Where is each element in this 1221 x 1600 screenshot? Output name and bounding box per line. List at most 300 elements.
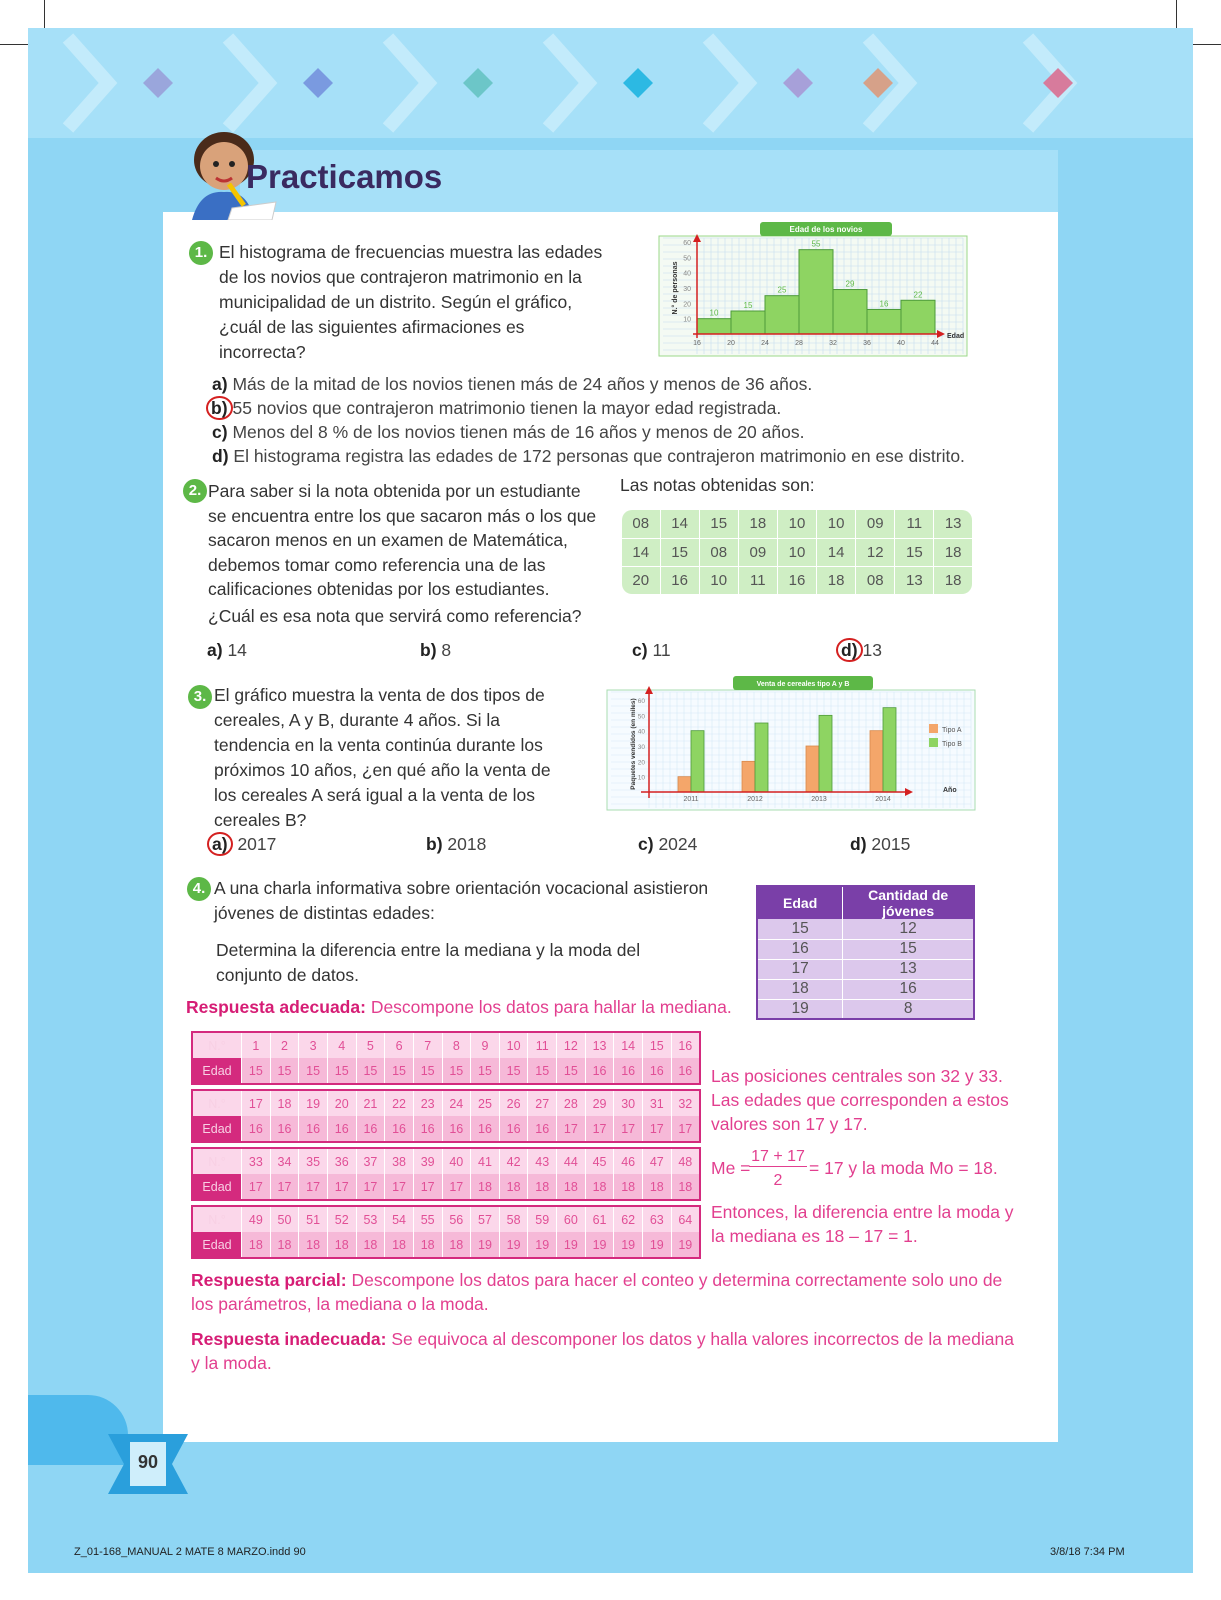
table-cell: 18 [442,1232,471,1258]
table-cell: 26 [499,1090,528,1116]
table-cell: 16 [585,1058,614,1084]
table-cell: 7 [413,1032,442,1058]
bar-tipo-a [678,777,691,792]
table-cell: 16 [385,1116,414,1142]
row-header: Edad [192,1116,242,1142]
option-text: 14 [227,640,247,660]
bar-tipo-b [691,731,704,792]
x-tick-label: 20 [727,340,735,347]
table-cell: 1 [242,1032,271,1058]
histogram-bar [867,309,901,334]
fraction-numerator: 17 + 17 [749,1148,807,1167]
bar-value-label: 25 [777,285,787,295]
table-cell: 19 [528,1232,557,1258]
x-tick-label: 2014 [875,796,891,803]
row-header: Edad [192,1058,242,1084]
table-cell: 17 [385,1174,414,1200]
table-cell: 16 [614,1058,643,1084]
option-text: 2024 [658,834,698,854]
table-cell: 18 [327,1232,356,1258]
grade-cell: 08 [622,510,660,538]
grade-cell: 14 [622,538,660,566]
table-cell: 19 [299,1090,328,1116]
table-cell: 24 [442,1090,471,1116]
table-cell: 15 [242,1058,271,1084]
grades-row [622,566,972,594]
table-cell: 15 [356,1058,385,1084]
table-cell: 17 [585,1116,614,1142]
table-cell: 6 [385,1032,414,1058]
median-result: = 17 y la moda Mo = 18. [809,1158,998,1178]
table-cell: 12 [843,919,974,939]
answer-text: Descompone los datos para hacer el conteo y determina correctamente solo uno de los parámetros, la mediana o la moda. [191,1270,1003,1314]
x-axis-label: Edad [947,333,965,340]
grade-cell: 11 [895,510,934,538]
option-letter: c) [638,834,654,854]
table-cell: 15 [528,1058,557,1084]
table-cell: 8 [843,999,974,1019]
y-tick-label: 40 [683,270,691,278]
bar-value-label: 10 [709,308,719,318]
table-cell: 52 [327,1206,356,1232]
row-header: N.° [192,1032,242,1058]
table-cell: 57 [471,1206,500,1232]
grade-cell: 10 [699,566,738,594]
grades-row [622,538,972,566]
answer-text: Se equivoca al descomponer los datos y halla valores incorrectos de la mediana y la moda. [191,1329,1014,1373]
legend-label: Tipo A [942,727,962,734]
conclusion-note: Entonces, la diferencia entre la moda y la mediana es 18 – 17 = 1. [711,1202,1014,1246]
table-cell: 2 [270,1032,299,1058]
table-cell: 56 [442,1206,471,1232]
question-text: A una charla informativa sobre orientación vocacional asistieron jóvenes de distintas edades: [214,878,709,923]
grade-cell: 11 [738,566,777,594]
y-tick-label: 60 [683,240,691,247]
y-tick-label: 30 [637,744,645,751]
table-cell: 16 [757,939,843,959]
table-cell: 19 [499,1232,528,1258]
histogram-bar [731,311,765,334]
table-cell: 19 [557,1232,586,1258]
option-a[interactable] [207,640,247,661]
bar-tipo-b [883,708,896,792]
question-prompt: ¿Cuál es esa nota que servirá como referencia? [208,606,582,626]
histogram-bar [901,300,935,334]
grade-cell: 18 [738,510,777,538]
table-cell: 55 [413,1206,442,1232]
table-cell: 38 [385,1148,414,1174]
page-number: 90 [137,1452,159,1472]
option-letter: a) [207,640,223,660]
y-tick-label: 30 [683,286,691,293]
option-letter: b) [420,640,437,660]
histogram-bar [697,319,731,334]
question-prompt: Determina la diferencia entre la mediana y la moda del conjunto de datos. [216,940,641,985]
table-cell: 51 [299,1206,328,1232]
table-cell: 17 [442,1174,471,1200]
bar-tipo-b [819,715,832,792]
grade-cell: 20 [622,566,660,594]
answer-text: Descompone los datos para hallar la mediana. [370,997,732,1017]
footer-timestamp: 3/8/18 7:34 PM [1050,1546,1125,1558]
table-cell: 15 [471,1058,500,1084]
crop-mark [1176,0,1177,30]
table-cell: 34 [270,1148,299,1174]
y-tick-label: 50 [683,255,691,263]
table-cell: 4 [327,1032,356,1058]
table-cell: 16 [528,1116,557,1142]
grade-cell: 08 [856,566,895,594]
table-cell: 16 [843,979,974,999]
table-cell: 18 [557,1174,586,1200]
row-header: Edad [192,1174,242,1200]
column-header: Cantidad de jóvenes [843,886,974,919]
grade-cell: 10 [777,510,816,538]
option-letter-circled: b) [206,396,233,420]
table-header-row [757,886,974,919]
table-cell: 54 [385,1206,414,1232]
legend-label: Tipo B [942,741,962,748]
option-text: 2015 [871,834,911,854]
table-cell: 44 [557,1148,586,1174]
page-number-badge [108,1434,188,1494]
table-cell: 16 [671,1032,700,1058]
table-cell: 17 [557,1116,586,1142]
table-cell: 19 [757,999,843,1019]
option-c[interactable] [632,640,671,661]
table-cell: 15 [413,1058,442,1084]
table-cell: 18 [356,1232,385,1258]
table-cell: 58 [499,1206,528,1232]
grade-cell: 18 [934,538,972,566]
bar-tipo-a [742,761,755,792]
table-cell: 46 [614,1148,643,1174]
table-cell: 17 [642,1116,671,1142]
grade-cell: 09 [856,510,895,538]
table-cell: 16 [413,1116,442,1142]
grade-cell: 09 [738,538,777,566]
option-text: 55 novios que contrajeron matrimonio tienen la mayor edad registrada. [232,398,782,418]
grade-cell: 08 [699,538,738,566]
y-tick-label: 20 [683,301,691,309]
cereal-sales-chart [605,674,977,812]
option-text: 13 [862,640,882,660]
answer-label: Respuesta inadecuada: [191,1329,387,1349]
x-tick-label: 2012 [747,796,763,803]
bar-value-label: 29 [845,279,855,289]
chart-title: Venta de cereales tipo A y B [756,681,850,688]
x-axis-label: Año [943,787,957,794]
option-b[interactable] [426,834,486,855]
option-text: 2017 [237,834,277,854]
option-d[interactable] [850,834,910,855]
table-cell: 16 [327,1116,356,1142]
option-text: El histograma registra las edades de 172 personas que contrajeron matrimonio en ese distrito. [233,446,965,466]
table-cell: 16 [671,1058,700,1084]
table-cell: 37 [356,1148,385,1174]
partial-answer [191,1268,1021,1316]
x-tick-label: 28 [795,340,803,347]
question-number: 3. [188,685,212,709]
table-cell: 33 [242,1148,271,1174]
table-cell: 15 [327,1058,356,1084]
table-cell: 18 [270,1232,299,1258]
table-cell: 42 [499,1148,528,1174]
answer-label: Respuesta parcial: [191,1270,347,1290]
option-letter-circled: d) [836,638,863,662]
table-cell: 19 [642,1232,671,1258]
footer-filename: Z_01-168_MANUAL 2 MATE 8 MARZO.indd 90 [74,1546,306,1558]
row-header: Edad [192,1232,242,1258]
page-title: Practicamos [246,158,443,195]
table-cell: 27 [528,1090,557,1116]
grade-cell: 10 [817,510,856,538]
option-a[interactable] [207,832,276,856]
table-cell: 29 [585,1090,614,1116]
position-table [191,1147,701,1201]
table-cell: 22 [385,1090,414,1116]
age-count-table [756,885,975,1020]
table-cell: 17 [242,1174,271,1200]
table-cell: 31 [642,1090,671,1116]
central-positions-note: Las posiciones centrales son 32 y 33. Las edades que corresponden a estos valores son 17 y 17. [711,1066,1009,1134]
crop-mark [44,0,45,30]
table-cell: 18 [385,1232,414,1258]
grade-cell: 10 [777,538,816,566]
grade-cell: 15 [660,538,699,566]
adequate-answer [186,997,732,1018]
table-cell: 17 [413,1174,442,1200]
inadequate-answer [191,1327,1021,1375]
grades-table [622,510,972,594]
option-letter: c) [632,640,648,660]
column-header: Edad [757,886,843,919]
x-tick-label: 24 [761,340,769,347]
bar-value-label: 15 [743,301,753,310]
option-letter: c) [212,422,228,442]
table-cell: 16 [299,1116,328,1142]
table-cell: 19 [614,1232,643,1258]
option-c[interactable] [638,834,697,855]
y-tick-label: 40 [637,728,645,736]
table-cell: 18 [642,1174,671,1200]
fraction-denominator: 2 [773,1172,783,1189]
table-cell: 19 [671,1232,700,1258]
position-table [191,1089,701,1143]
table-cell: 14 [614,1032,643,1058]
grade-cell: 18 [817,566,856,594]
bar-tipo-a [806,746,819,792]
y-tick-label: 10 [637,774,645,782]
table-cell: 8 [442,1032,471,1058]
option-text: 11 [652,640,671,660]
x-tick-label: 32 [829,340,837,347]
table-cell: 18 [614,1174,643,1200]
chart-title: Edad de los novios [789,225,863,234]
grades-row [622,510,972,538]
table-cell: 21 [356,1090,385,1116]
answer-label: Respuesta adecuada: [186,997,366,1017]
table-cell: 16 [242,1116,271,1142]
position-row [192,1148,700,1174]
table-cell: 15 [270,1058,299,1084]
grade-cell: 16 [777,566,816,594]
table-cell: 3 [299,1032,328,1058]
question-text: El gráfico muestra la venta de dos tipos de cereales, A y B, durante 4 años. Si la tendencia en la venta continúa durante los próximos 10 años, ¿en qué año la venta de los cereales A será igual a la venta de los cereales B? [214,685,551,830]
table-cell: 16 [270,1116,299,1142]
table-cell: 49 [242,1206,271,1232]
row-header: N.° [192,1206,242,1232]
histogram-bar [833,290,867,334]
bar-tipo-a [870,731,883,792]
row-header: N.° [192,1148,242,1174]
option-text: 8 [441,640,452,660]
table-cell: 63 [642,1206,671,1232]
grade-cell: 12 [856,538,895,566]
table-cell: 10 [499,1032,528,1058]
x-tick-label: 16 [693,340,701,347]
question-text: Para saber si la nota obtenida por un estudiante se encuentra entre los que sacaron más o los que sacaron menos en un examen de Matemática, debemos tomar como referencia una de las calificaciones obtenidas por los estudiantes. [208,481,597,599]
y-axis-label: Paquetes vendidos (en miles) [630,698,637,790]
position-table [191,1031,701,1085]
table-cell: 36 [327,1148,356,1174]
options-list [212,372,965,468]
grade-cell: 14 [817,538,856,566]
table-cell: 30 [614,1090,643,1116]
table-cell: 17 [671,1116,700,1142]
age-row [192,1116,700,1142]
bar-value-label: 22 [913,290,923,300]
table-cell: 15 [442,1058,471,1084]
table-cell: 12 [557,1032,586,1058]
table-cell: 23 [413,1090,442,1116]
table-cell: 40 [442,1148,471,1174]
option-b[interactable] [420,640,451,661]
grade-cell: 16 [660,566,699,594]
y-axis-label: N.° de personas [672,261,679,315]
option-text: Menos del 8 % de los novios tienen más de 16 años y menos de 20 años. [232,422,805,442]
option-letter: d) [850,834,867,854]
grade-cell: 15 [895,538,934,566]
table-cell: 17 [757,959,843,979]
table-cell: 18 [585,1174,614,1200]
y-tick-label: 20 [637,759,645,767]
x-tick-label: 40 [897,340,905,347]
table-cell: 15 [843,939,974,959]
option-c[interactable] [212,420,965,444]
table-cell: 17 [270,1174,299,1200]
table-cell: 15 [642,1032,671,1058]
table-cell: 64 [671,1206,700,1232]
option-letter: b) [426,834,443,854]
row-header: N.° [192,1090,242,1116]
table-cell: 17 [299,1174,328,1200]
table-cell: 5 [356,1032,385,1058]
table-cell: 48 [671,1148,700,1174]
table-cell: 16 [356,1116,385,1142]
grade-cell: 18 [944,571,962,589]
table-cell: 32 [671,1090,700,1116]
option-d[interactable] [212,444,965,468]
table-cell: 18 [499,1174,528,1200]
table-row [757,979,974,999]
question-text: El histograma de frecuencias muestra las edades de los novios que contrajeron matrimonio en la municipalidad de un distrito. Según el gráfico, ¿cuál de las siguientes afirmaciones es incorrecta? [219,242,603,362]
y-tick-label: 60 [637,698,645,705]
table-cell: 18 [242,1232,271,1258]
table-row [757,939,974,959]
table-cell: 9 [471,1032,500,1058]
option-letter: a) [212,374,228,394]
age-row [192,1174,700,1200]
histogram-bar [799,250,833,334]
bar-tipo-b [755,723,768,792]
table-cell: 13 [843,959,974,979]
table-cell: 11 [528,1032,557,1058]
table-cell: 62 [614,1206,643,1232]
table-row [757,919,974,939]
table-cell: 20 [327,1090,356,1116]
table-cell: 19 [471,1232,500,1258]
table-cell: 15 [299,1058,328,1084]
table-cell: 53 [356,1206,385,1232]
x-tick-label: 36 [863,340,871,347]
table-cell: 15 [757,919,843,939]
table-cell: 16 [471,1116,500,1142]
position-row [192,1032,700,1058]
table-cell: 28 [557,1090,586,1116]
option-d[interactable] [836,638,882,662]
table-cell: 39 [413,1148,442,1174]
age-row [192,1058,700,1084]
table-cell: 18 [270,1090,299,1116]
option-letter-circled: a) [207,832,233,856]
table-cell: 50 [270,1206,299,1232]
position-row [192,1206,700,1232]
table-cell: 15 [499,1058,528,1084]
crop-mark [0,44,30,45]
legend-swatch [929,738,938,747]
position-row [192,1090,700,1116]
table-cell: 61 [585,1206,614,1232]
option-a[interactable] [212,372,965,396]
table-cell: 43 [528,1148,557,1174]
table-cell: 18 [528,1174,557,1200]
table-cell: 18 [299,1232,328,1258]
table-row [757,959,974,979]
option-text: Más de la mitad de los novios tienen más de 24 años y menos de 36 años. [232,374,813,394]
table-cell: 41 [471,1148,500,1174]
histogram-bar [765,296,799,334]
grade-cell: 13 [934,510,972,538]
table-cell: 59 [528,1206,557,1232]
table-cell: 17 [614,1116,643,1142]
grades-caption: Las notas obtenidas son: [620,475,815,495]
bar-value-label: 16 [879,299,889,309]
option-b[interactable] [206,396,965,420]
question-number: 2. [183,479,207,503]
bar-value-label: 55 [811,239,821,249]
table-cell: 18 [471,1174,500,1200]
table-cell: 35 [299,1148,328,1174]
table-row [757,999,974,1019]
table-cell: 25 [471,1090,500,1116]
question-number: 1. [189,241,213,265]
table-cell: 13 [585,1032,614,1058]
table-cell: 17 [356,1174,385,1200]
table-cell: 17 [327,1174,356,1200]
option-text: 2018 [447,834,487,854]
table-cell: 16 [442,1116,471,1142]
